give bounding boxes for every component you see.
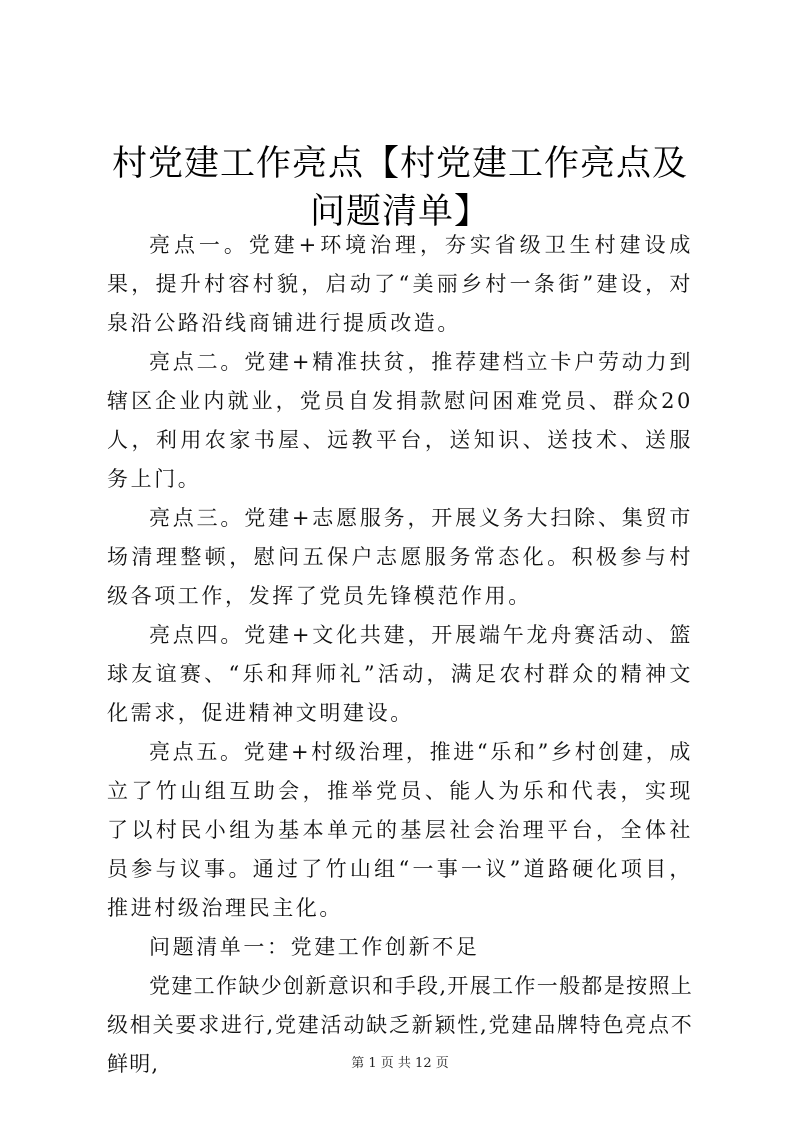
problem-heading-1: 问题清单一：党建工作创新不足 [149, 935, 480, 959]
paragraph-highlight-1: 亮点一。党建+环境治理，夯实省级卫生村建设成果，提升村容村貌，启动了“美丽乡村一条街”建设，对泉沿公路沿线商铺进行提质改造。 [107, 233, 693, 335]
document-title: 村党建工作亮点【村党建工作亮点及问题清单】 [111, 144, 688, 232]
document-body [107, 226, 693, 1084]
paragraph-highlight-5: 亮点五。党建+村级治理，推进“乐和”乡村创建，成立了竹山组互助会，推举党员、能人为乐和代表，实现了以村民小组为基本单元的基层社会治理平台，全体社员参与议事。通过了竹山组“一事一议”道路硬化项目，推进村级治理民主化。 [107, 740, 693, 920]
paragraph-highlight-4: 亮点四。党建+文化共建，开展端午龙舟赛活动、篮球友谊赛、“乐和拜师礼”活动，满足农村群众的精神文化需求，促进精神文明建设。 [107, 623, 693, 725]
paragraph-highlight-3: 亮点三。党建+志愿服务，开展义务大扫除、集贸市场清理整顿，慰问五保户志愿服务常态化。积极参与村级各项工作，发挥了党员先锋模范作用。 [107, 506, 693, 608]
paragraph-highlight-2: 亮点二。党建+精准扶贫，推荐建档立卡户劳动力到辖区企业内就业，党员自发捐款慰问困难党员、群众20人，利用农家书屋、远教平台，送知识、送技术、送服务上门。 [107, 350, 693, 491]
page-footer: 第 1 页 共 12 页 [351, 1056, 449, 1071]
problem-paragraph-1: 党建工作缺少创新意识和手段,开展工作一般都是按照上级相关要求进行,党建活动缺乏新颖性,党建品牌特色亮点不鲜明, [107, 974, 693, 1076]
